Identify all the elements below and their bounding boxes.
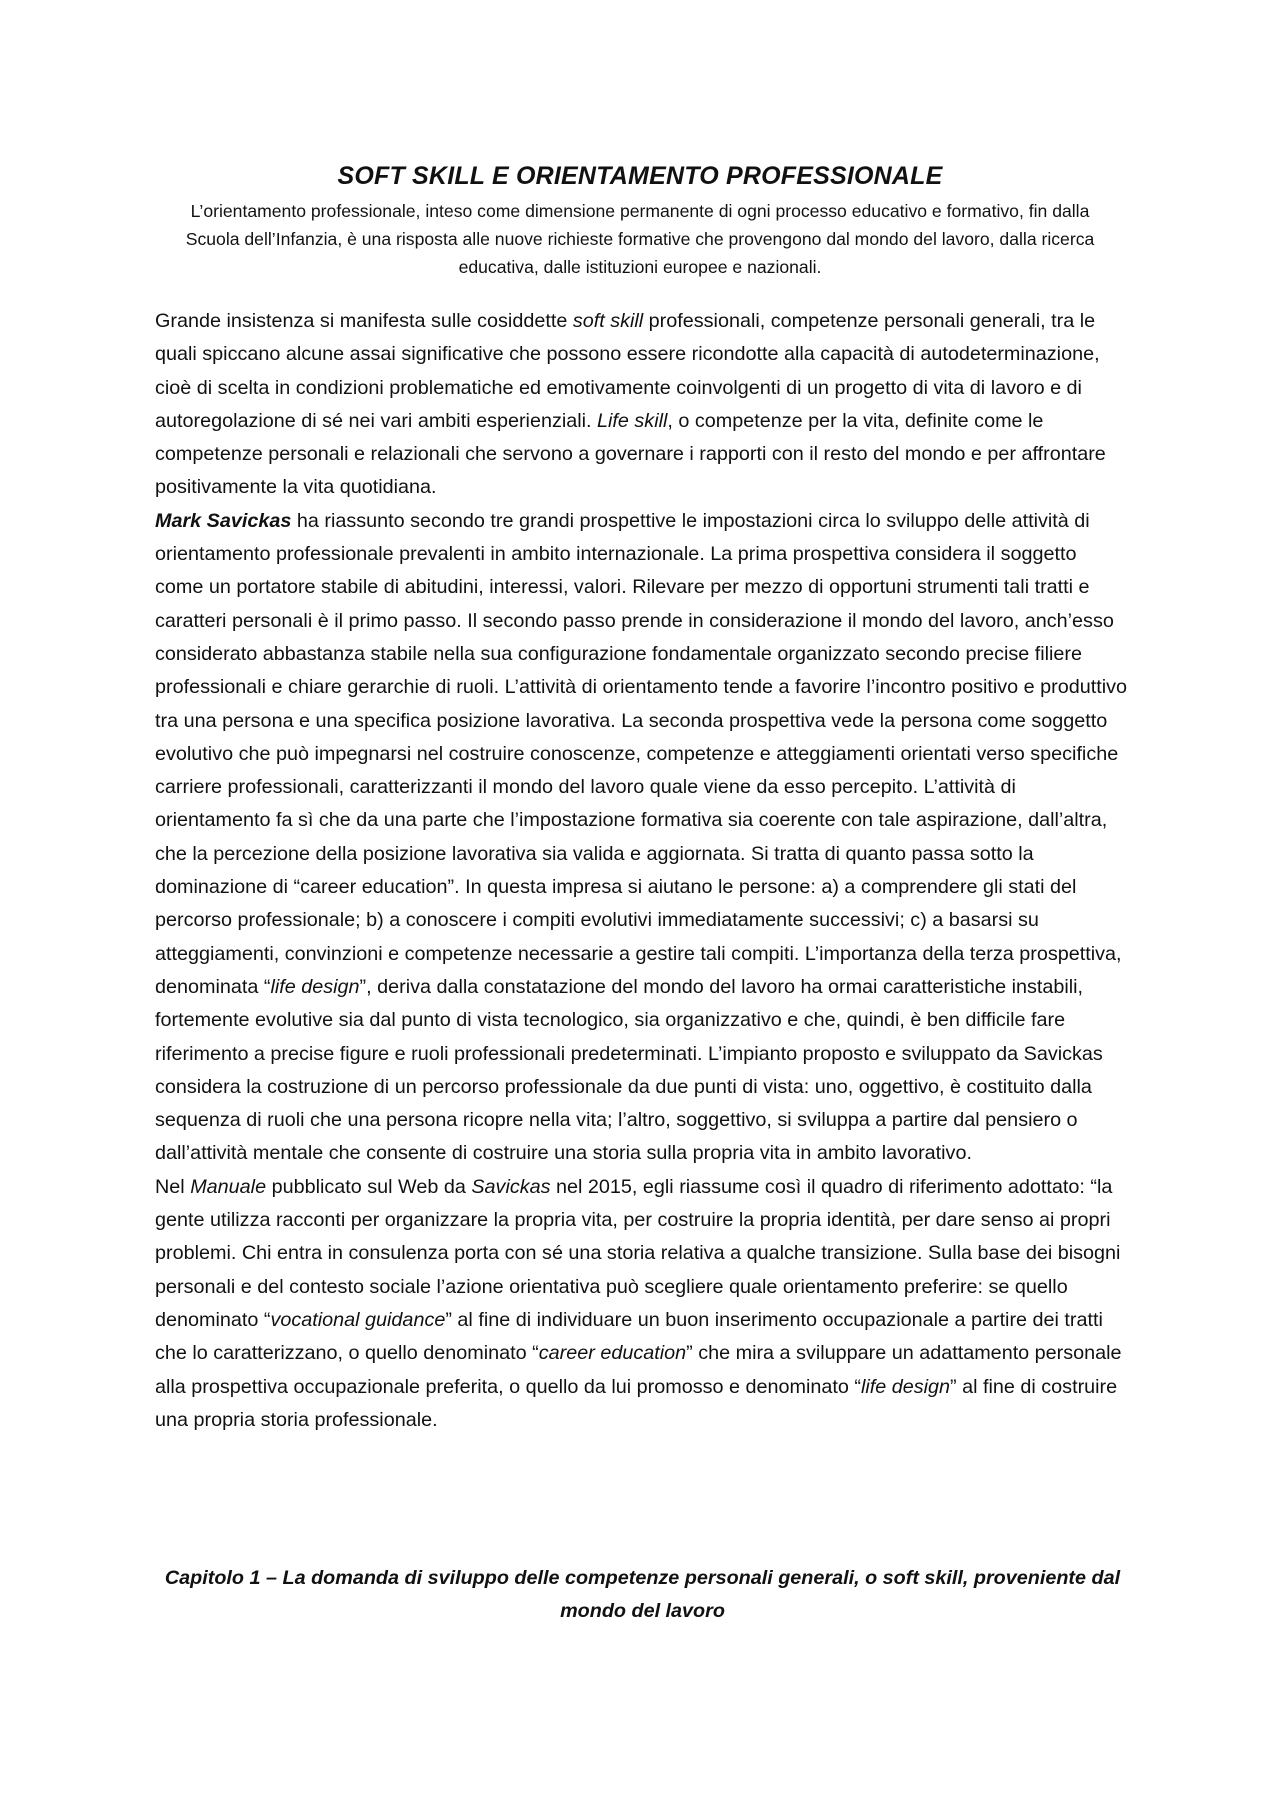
text-run: ha riassunto secondo tre grandi prospettive le impostazioni circa lo sviluppo delle attività di orientamento professionale prevalenti in ambito internazionale. La prima prospettiva considera il soggetto come un portatore stabile di abitudini, interessi, valori. Rilevare per mezzo di opportuni strumenti tali tratti e caratteri personali è il primo passo. Il secondo passo prende in considerazione il mondo del lavoro, anch’esso considerato abbastanza stabile nella sua configurazione fondamentale organizzato secondo precise filiere professionali e chiare gerarchie di ruoli. L’attività di orientamento tende a favorire l’incontro positivo e produttivo tra una persona e una specifica posizione lavorativa. La seconda prospettiva vede la persona come soggetto evolutivo che può impegnarsi nel costruire conoscenze, competenze e atteggiamenti orientati verso specifiche carriere professionali, caratterizzanti il mondo del lavoro quale viene da esso percepito. L’attività di orientamento fa sì che da una parte che l’impostazione formativa sia coerente con tale aspirazione, dall’altra, che la percezione della posizione lavorativa sia valida e aggiornata. Si tratta di quanto passa sotto la dominazione di “career education”. In questa impresa si aiutano le persone: a) a comprendere gli stati del percorso professionale; b) a conoscere i compiti evolutivi immediatamente successivi; c) a basarsi su atteggiamenti, convinzioni e competenze necessarie a gestire tali compiti. L’importanza della terza prospettiva, denominata “ <box>155 509 1128 998</box>
text-run: nel 2015, egli riassume così il quadro di riferimento adottato: “la gente utilizza racconti per organizzare la propria vita, per costruire la propria identità, per dare senso ai propri problemi. Chi entra in consulenza porta con sé una storia relativa a qualche transizione. Sulla base dei bisogni personali e del contesto sociale l’azione orientativa può scegliere quale orientamento preferire: se quello denominato “ <box>155 1175 1121 1331</box>
text-run: ”, deriva dalla constatazione del mondo del lavoro ha ormai caratteristiche instabili, fortemente evolutive sia dal punto di vista tecnologico, sia organizzativo e che, quindi, è ben difficile fare riferimento a precise figure e ruoli professionali predeterminati. L’impianto proposto e sviluppato da Savickas considera la costruzione di un percorso professionale da due punti di vista: uno, oggettivo, è costituito dalla sequenza di ruoli che una persona ricopre nella vita; l’altro, soggettivo, si sviluppa a partire dal pensiero o dall’attività mentale che consente di costruire una storia sulla propria vita in ambito lavorativo. <box>155 975 1103 1165</box>
chapter-heading: Capitolo 1 – La domanda di sviluppo delle competenze personali generali, o soft skill, proveniente dal mondo del lavoro <box>164 1567 1121 1623</box>
italic-term-manuale: Manuale <box>190 1175 267 1198</box>
italic-term-savickas: Savickas <box>471 1175 551 1198</box>
intro-paragraph: L’orientamento professionale, inteso come dimensione permanente di ogni processo educativo e formativo, fin dalla Scuola dell’Infanzia, è una risposta alle nuove richieste formative che provengono dal mondo del lavoro, dalla ricerca educativa, dalle istituzioni europee e nazionali. <box>185 201 1095 277</box>
text-run: , o competenze per la vita, definite come le competenze personali e relazionali che servono a governare i rapporti con il resto del mondo e per affrontare positivamente la vita quotidiana. <box>155 409 1106 499</box>
body-text <box>155 305 1130 1437</box>
italic-term-vocational-guidance: vocational guidance <box>270 1308 446 1331</box>
paragraph-manuale <box>155 1171 1130 1437</box>
document-title: SOFT SKILL E ORIENTAMENTO PROFESSIONALE <box>337 162 943 190</box>
italic-term-career-education: career education <box>538 1342 687 1365</box>
text-run: ” al fine di individuare un buon inserimento occupazionale a partire dei tratti che lo caratterizzano, o quello denominato “ <box>155 1308 1103 1365</box>
text-run: Grande insistenza si manifesta sulle cosiddette <box>155 310 573 332</box>
paragraph-soft-skill <box>155 305 1130 505</box>
text-run: pubblicato sul Web da <box>266 1175 472 1198</box>
italic-term-soft-skill: soft skill <box>572 310 644 332</box>
text-run: ” che mira a sviluppare un adattamento personale alla prospettiva occupazionale preferita, o quello da lui promosso e denominato “ <box>155 1342 1122 1398</box>
paragraph-savickas <box>155 505 1130 1171</box>
italic-term-life-design: life design <box>270 975 360 998</box>
italic-term-life-skill: Life skill <box>597 409 668 432</box>
text-run: ” al fine di costruire una propria storia professionale. <box>155 1375 1118 1431</box>
text-run: Nel <box>155 1175 191 1198</box>
text-run: professionali, competenze personali generali, tra le quali spiccano alcune assai significative che possono essere ricondotte alla capacità di autodeterminazione, cioè di scelta in condizioni problematiche ed emotivamente coinvolgenti di un progetto di vita di lavoro e di autoregolazione di sé nei vari ambiti esperienziali. <box>155 310 1100 432</box>
italic-term-life-design: life design <box>860 1375 951 1398</box>
author-name: Mark Savickas <box>155 509 292 532</box>
